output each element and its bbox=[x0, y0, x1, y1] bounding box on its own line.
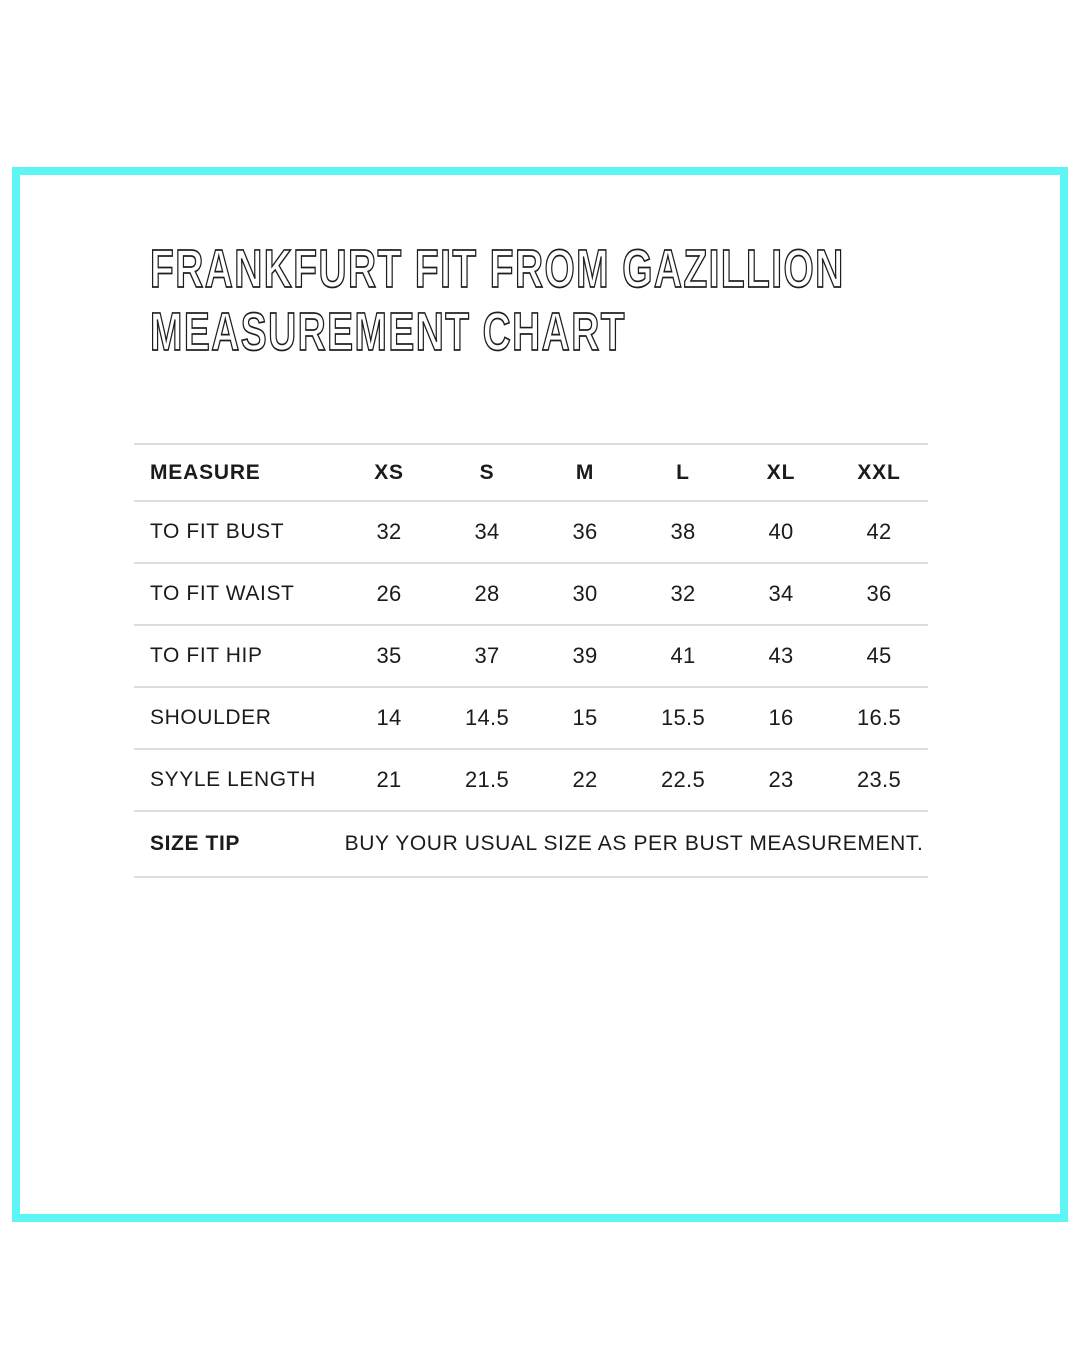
cell-value: 41 bbox=[670, 643, 696, 668]
cell-value: 21.5 bbox=[464, 767, 510, 792]
row-label: TO FIT HIP bbox=[150, 644, 263, 667]
column-header-s: S bbox=[479, 460, 495, 484]
cell-value: 42 bbox=[866, 519, 892, 544]
page-title bbox=[150, 238, 845, 364]
column-header-xs: XS bbox=[374, 460, 404, 484]
table-header-row bbox=[134, 443, 928, 502]
measurement-table bbox=[134, 443, 928, 878]
table-row-hip bbox=[134, 626, 928, 688]
column-header-xxl: XXL bbox=[857, 460, 901, 484]
cell-value: 28 bbox=[474, 581, 500, 606]
cell-value: 38 bbox=[670, 519, 696, 544]
cell-value: 34 bbox=[474, 519, 500, 544]
cell-value: 22.5 bbox=[660, 767, 706, 792]
column-header-l: L bbox=[676, 460, 690, 484]
cell-value: 32 bbox=[376, 519, 402, 544]
cell-value: 16 bbox=[768, 705, 794, 730]
table-row-shoulder bbox=[134, 688, 928, 750]
column-header-m: M bbox=[575, 460, 595, 484]
cell-value: 26 bbox=[376, 581, 402, 606]
size-tip-label: SIZE TIP bbox=[150, 832, 240, 855]
cell-value: 43 bbox=[768, 643, 794, 668]
cell-value: 40 bbox=[768, 519, 794, 544]
table-row-style-length bbox=[134, 750, 928, 812]
table-row-size-tip bbox=[134, 812, 928, 878]
table-row-bust bbox=[134, 502, 928, 564]
row-label: SYYLE LENGTH bbox=[150, 768, 316, 791]
cell-value: 45 bbox=[866, 643, 892, 668]
cell-value: 36 bbox=[572, 519, 598, 544]
cell-value: 35 bbox=[376, 643, 402, 668]
table-row-waist bbox=[134, 564, 928, 626]
cell-value: 36 bbox=[866, 581, 892, 606]
row-label: TO FIT WAIST bbox=[150, 582, 295, 605]
cell-value: 34 bbox=[768, 581, 794, 606]
cell-value: 39 bbox=[572, 643, 598, 668]
cell-value: 30 bbox=[572, 581, 598, 606]
cell-value: 15 bbox=[572, 705, 598, 730]
column-header-measure: MEASURE bbox=[150, 460, 261, 484]
cell-value: 14 bbox=[376, 705, 402, 730]
cell-value: 22 bbox=[572, 767, 598, 792]
cell-value: 16.5 bbox=[856, 705, 902, 730]
cell-value: 23.5 bbox=[856, 767, 902, 792]
row-label: TO FIT BUST bbox=[150, 520, 285, 543]
cell-value: 37 bbox=[474, 643, 500, 668]
page-title-line-1: FRANKFURT FIT FROM GAZILLION bbox=[150, 239, 845, 299]
cell-value: 21 bbox=[376, 767, 402, 792]
size-tip-text: BUY YOUR USUAL SIZE AS PER BUST MEASUREMENT. bbox=[344, 832, 924, 855]
row-label: SHOULDER bbox=[150, 706, 272, 729]
column-header-xl: XL bbox=[766, 460, 796, 484]
cell-value: 15.5 bbox=[660, 705, 706, 730]
page-title-line-2: MEASUREMENT CHART bbox=[150, 302, 626, 362]
cell-value: 14.5 bbox=[464, 705, 510, 730]
cell-value: 23 bbox=[768, 767, 794, 792]
cell-value: 32 bbox=[670, 581, 696, 606]
